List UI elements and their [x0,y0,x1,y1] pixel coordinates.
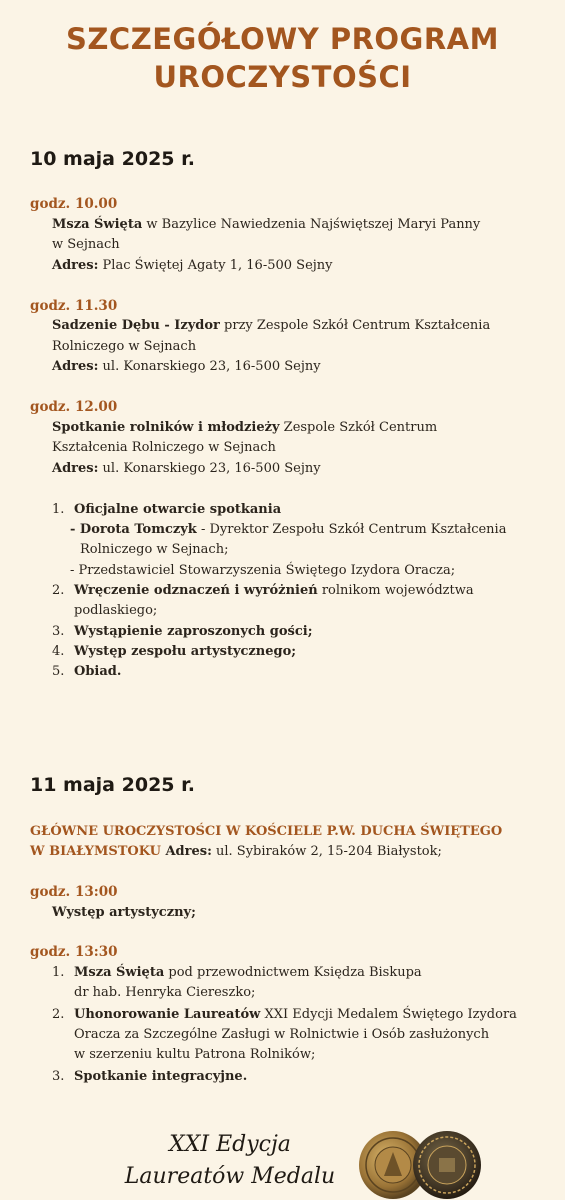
event-address: Adres: Plac Świętej Agaty 1, 16-500 Sejny [52,258,333,273]
event-line: Występ artystyczny; [52,905,196,920]
list-item: 2. Wręczenie odznaczeń i wyróżnień rolnikom województwa [52,583,474,598]
day1-date: 10 maja 2025 r. [30,148,195,170]
list-item: w szerzeniu kultu Patrona Rolników; [74,1047,316,1062]
list-item: 1. Oficjalne otwarcie spotkania [52,502,282,517]
time-1300: godz. 13:00 [30,884,118,900]
event-address: Adres: ul. Konarskiego 23, 16-500 Sejny [52,359,321,374]
footer-laureates: Laureatów Medalu [124,1164,336,1189]
main-ceremony-address: W BIAŁYMSTOKU Adres: ul. Sybiraków 2, 15-204 Białystok; [30,844,442,859]
time-1330: godz. 13:30 [30,944,118,960]
event-line: Kształcenia Rolniczego w Sejnach [52,440,276,455]
list-item: dr hab. Henryka Ciereszko; [74,985,256,1000]
list-item: 3. Spotkanie integracyjne. [52,1069,248,1084]
list-subitem: Rolniczego w Sejnach; [80,542,229,557]
title-line-1: SZCZEGÓŁOWY PROGRAM [66,22,499,56]
list-item: 4. Występ zespołu artystycznego; [52,644,297,659]
main-ceremony-heading: GŁÓWNE UROCZYSTOŚCI W KOŚCIELE P.W. DUCHA ŚWIĘTEGO [30,824,503,839]
medal-back-icon [412,1130,482,1200]
event-line: w Sejnach [52,237,120,252]
event-line: Spotkanie rolników i młodzieży Zespole Szkół Centrum [52,420,438,435]
list-item: 1. Msza Święta pod przewodnictwem Księdza Biskupa [52,965,422,980]
event-line: Rolniczego w Sejnach [52,339,197,354]
list-item: 3. Wystąpienie zaproszonych gości; [52,624,313,639]
event-line: Msza Święta w Bazylice Nawiedzenia Najświętszej Maryi Panny [52,217,481,232]
list-item: 5. Obiad. [52,664,122,679]
time-1130: godz. 11.30 [30,298,118,314]
event-address: Adres: ul. Konarskiego 23, 16-500 Sejny [52,461,321,476]
list-subitem: - Dorota Tomczyk - Dyrektor Zespołu Szkół Centrum Kształcenia [70,522,507,537]
time-1200: godz. 12.00 [30,399,118,415]
footer-edition: XXI Edycja [169,1132,291,1157]
list-item: Oracza za Szczególne Zasługi w Rolnictwie i Osób zasłużonych [74,1027,490,1042]
title-line-2: UROCZYSTOŚCI [153,60,412,94]
list-subitem: - Przedstawiciel Stowarzyszenia Świętego Izydora Oracza; [70,563,456,578]
list-item: podlaskiego; [74,603,158,618]
day2-date: 11 maja 2025 r. [30,774,195,796]
time-1000: godz. 10.00 [30,196,118,212]
list-item: 2. Uhonorowanie Laureatów XXI Edycji Medalem Świętego Izydora [52,1007,517,1022]
event-line: Sadzenie Dębu - Izydor przy Zespole Szkół Centrum Kształcenia [52,318,491,333]
page-title [0,20,565,96]
